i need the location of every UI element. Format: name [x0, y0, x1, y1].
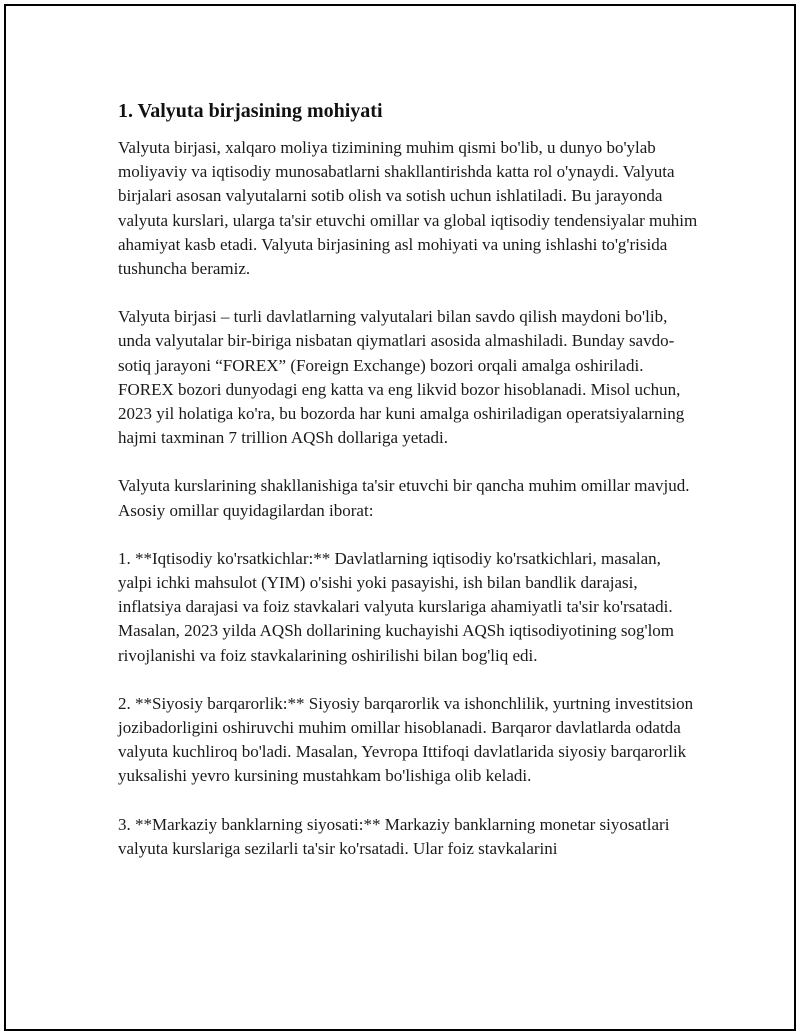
paragraph-intro: Valyuta birjasi, xalqaro moliya tizimining muhim qismi bo'lib, u dunyo bo'ylab moliyaviy va iqtisodiy munosabatlarni shakllantirishda katta rol o'ynaydi. Valyuta birjalari asosan valyutalarni sotib olish va sotish uchun ishlatiladi. Bu jarayonda valyuta kurslari, ularga ta'sir etuvchi omillar va global iqtisodiy tendensiyalar muhim ahamiyat kasb etadi. Valyuta birjasining asl mohiyati va uning ishlashi to'g'risida tushuncha beramiz. [118, 138, 698, 279]
page-frame [4, 4, 796, 1031]
document-title: 1. Valyuta birjasining mohiyati [118, 100, 383, 122]
paragraph-central-banks: 3. **Markaziy banklarning siyosati:** Markaziy banklarning monetar siyosatlari valyuta kurslariga sezilarli ta'sir ko'rsatadi. Ular foiz stavkalarini [118, 814, 670, 858]
paragraph-economic-indicators: 1. **Iqtisodiy ko'rsatkichlar:** Davlatlarning iqtisodiy ko'rsatkichlari, masalan, yalpi ichki mahsulot (YIM) o'sishi yoki pasayishi, ish bilan bandlik darajasi, inflatsiya darajasi va foiz stavkalari valyuta kurslariga ahamiyatli ta'sir ko'rsatadi. Masalan, 2023 yilda AQSh dollarining kuchayishi AQSh iqtisodiyotining sog'lom rivojlanishi va foiz stavkalarining oshirilishi bilan bog'liq edi. [118, 548, 675, 665]
paragraph-political-stability: 2. **Siyosiy barqarorlik:** Siyosiy barqarorlik va ishonchlilik, yurtning investitsion jozibadorligini oshiruvchi muhim omillar hisoblanadi. Barqaror davlatlarda odatda valyuta kuchliroq bo'ladi. Masalan, Yevropa Ittifoqi davlatlarida siyosiy barqarorlik yuksalishi yevro kursining mustahkam bo'lishiga olib keladi. [118, 693, 694, 786]
paragraph-forex: Valyuta birjasi – turli davlatlarning valyutalari bilan savdo qilish maydoni bo'lib, unda valyutalar bir-biriga nisbatan qiymatlari asosida almashiladi. Bunday savdo-sotiq jarayoni “FOREX” (Foreign Exchange) bozori orqali amalga oshiriladi. FOREX bozori dunyodagi eng katta va eng likvid bozor hisoblanadi. Misol uchun, 2023 yil holatiga ko'ra, bu bozorda har kuni amalga oshiriladigan operatsiyalarning hajmi taxminan 7 trillion AQSh dollariga yetadi. [118, 307, 685, 448]
paragraph-factors-intro: Valyuta kurslarining shakllanishiga ta'sir etuvchi bir qancha muhim omillar mavjud. Asosiy omillar quyidagilardan iborat: [118, 476, 690, 520]
document-body [118, 98, 698, 885]
